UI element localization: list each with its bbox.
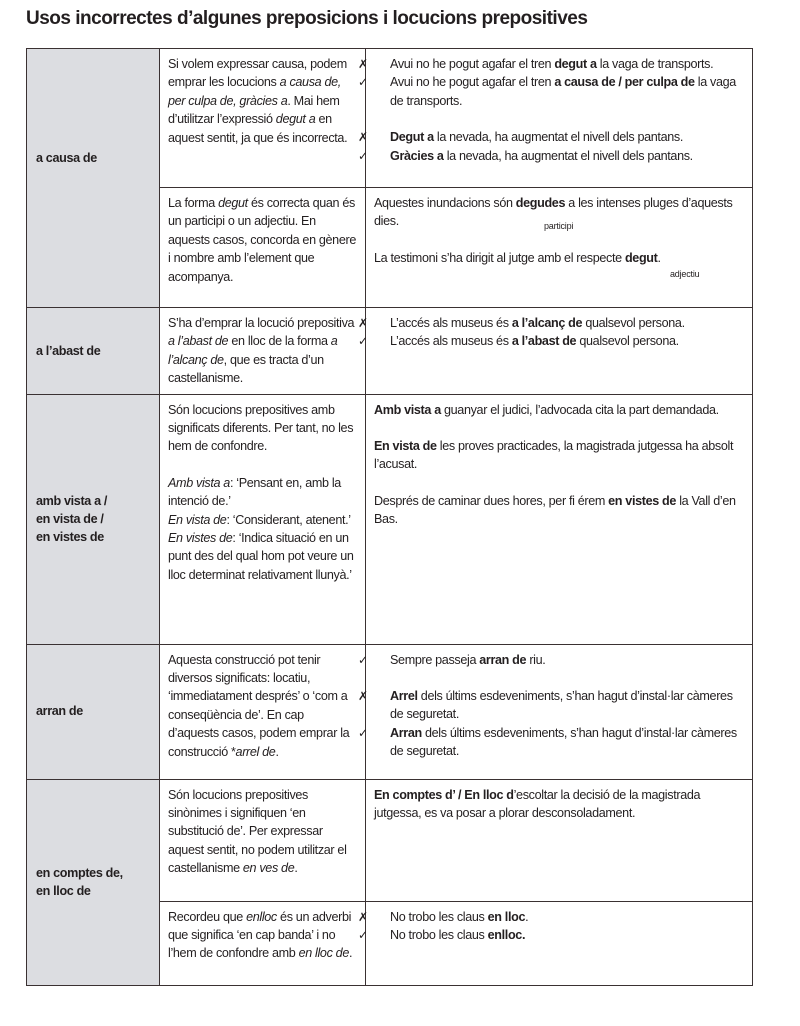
text: riu.: [526, 652, 546, 667]
example-incorrect: [358, 55, 743, 73]
text: Després de caminar dues hores, per fi érem: [374, 493, 609, 508]
table-row-a-labast-de: [27, 308, 753, 395]
italic-text: enlloc: [246, 909, 277, 924]
text: L’accés als museus és: [390, 334, 512, 349]
table-row-a-causa-de: [27, 49, 753, 188]
spacer: [374, 669, 743, 687]
prepositions-table: [26, 48, 753, 986]
bold-text: a causa de / per culpa de: [554, 75, 695, 90]
text: . Mai hem d’utilitzar l’expressió: [168, 93, 340, 127]
text: a les intenses pluges d’aquests dies.: [374, 196, 733, 229]
example-correct: [358, 926, 743, 944]
example: [374, 249, 743, 267]
text: .: [657, 250, 661, 265]
examples-cell: [358, 644, 753, 779]
example: [374, 492, 743, 529]
spacer: [374, 474, 743, 492]
bold-text: En vista de: [374, 439, 437, 454]
italic-text: degut: [218, 196, 248, 210]
check-icon: ✓: [358, 928, 368, 943]
term-label: en vista de /: [36, 511, 104, 526]
spacer: [168, 456, 356, 474]
italic-text: a l’alcanç de: [168, 334, 338, 367]
bold-text: degut: [624, 250, 658, 265]
definition: [168, 511, 356, 529]
example-incorrect: [358, 128, 743, 146]
italic-text: a causa de, per culpa de, gràcies a: [168, 75, 341, 108]
check-icon: ✓: [358, 334, 368, 349]
cross-icon: ✗: [358, 57, 368, 71]
text: Aquestes inundacions són: [374, 196, 516, 210]
text: qualsevol persona.: [576, 334, 679, 349]
term-label: en vistes de: [36, 530, 104, 545]
example-incorrect: [358, 314, 743, 332]
term-label: en comptes de,: [36, 865, 123, 880]
definition: [168, 529, 356, 584]
term-label: a causa de: [36, 151, 97, 165]
text: ’escoltar la decisió de la magistrada jutgessa, es va posar a plorar desconsoladament.: [374, 787, 701, 821]
text: La forma: [168, 196, 219, 210]
text: .: [294, 861, 298, 876]
text: Si volem expressar causa, podem emprar les locucions: [168, 57, 347, 90]
example: [374, 437, 743, 474]
text: dels últims esdeveniments, s’han hagut d’instal·lar càmeres de seguretat.: [390, 725, 737, 759]
examples-cell: [358, 308, 753, 395]
term-cell: [27, 394, 160, 644]
explanation-cell: [160, 188, 366, 308]
examples-cell: [366, 188, 753, 308]
text: és correcta quan és un participi o un adjectiu. En aquests casos, concorda en gènere i nombre amb l’element que acompanya.: [168, 196, 356, 284]
text: la nevada, ha augmentat el nivell dels pantans.: [443, 148, 693, 163]
text: la Vall d’en Bas.: [374, 493, 736, 527]
check-icon: ✓: [358, 148, 368, 163]
examples-cell: [358, 49, 753, 188]
text: dels últims esdeveniments, s’han hagut d’instal·lar càmeres de seguretat.: [390, 689, 733, 722]
text: qualsevol persona.: [582, 316, 685, 330]
term-cell: [27, 779, 160, 985]
text: : ‘Pensant en, amb la intenció de.’: [168, 475, 341, 509]
text: .: [525, 909, 529, 924]
term-label: en lloc de: [36, 884, 91, 899]
text: : ‘Considerant, atenent.’: [226, 512, 351, 527]
text: L’accés als museus és: [390, 316, 512, 330]
text: No trobo les claus: [390, 909, 488, 924]
text: Avui no he pogut agafar el tren: [390, 57, 555, 71]
bold-text: a l’abast de: [511, 334, 577, 349]
text: .: [348, 946, 353, 961]
annotation-label: adjectiu: [670, 269, 700, 280]
bold-text: en vistes de: [608, 493, 677, 508]
cross-icon: ✗: [358, 689, 368, 704]
text: és un adverbi que significa ‘en cap banda’ i no l’hem de confondre amb: [168, 909, 352, 961]
text: Recordeu que: [168, 909, 247, 924]
spacer: [374, 419, 743, 437]
bold-text: en lloc: [487, 909, 526, 924]
text: Aquesta construcció pot tenir diversos significats: locatiu, ‘immediatament després’ o ‘com a conseqüència de’. En cap d’aquests casos, podem emprar la construcció *: [168, 652, 350, 759]
bold-text: Gràcies a: [390, 148, 444, 163]
italic-text: en lloc de: [298, 946, 349, 961]
text: en lloc de la forma: [228, 334, 331, 349]
check-icon: ✓: [358, 652, 368, 667]
italic-text: degut a: [275, 112, 316, 127]
bold-text: Amb vista a: [374, 402, 441, 417]
example-incorrect: [358, 687, 743, 724]
italic-text: Amb vista a: [168, 475, 230, 490]
text: Són locucions prepositives amb significats diferents. Per tant, no les hem de confondre.: [168, 402, 354, 454]
text: Són locucions prepositives sinònimes i signifiquen ‘en substitució de’. Per expressar aquest sentit, no podem utilitzar el castellanisme: [168, 787, 347, 876]
example-correct: [358, 332, 743, 350]
page-title: Usos incorrectes d’algunes preposicions i locucions prepositives: [26, 8, 588, 29]
annotation-label: participi: [544, 220, 574, 231]
text: : ‘Indica situació en un punt des del qual hom pot veure un lloc determinat relativament llunyà.’: [168, 531, 354, 582]
example-correct: [358, 73, 743, 110]
term-cell: [27, 644, 160, 779]
term-label: arran de: [36, 704, 83, 719]
bold-text: enlloc.: [487, 928, 526, 943]
explanation-cell: [160, 308, 366, 395]
explanation-cell: [160, 644, 366, 779]
italic-text: a l’abast de: [168, 334, 229, 349]
term-label: amb vista a /: [36, 493, 108, 508]
bold-text: arran de: [479, 652, 527, 667]
text: .: [275, 744, 279, 759]
bold-text: degudes: [515, 196, 566, 210]
bold-text: Arran: [390, 725, 422, 740]
check-icon: ✓: [358, 75, 368, 90]
italic-text: En vista de: [168, 512, 227, 527]
example-correct: [358, 651, 743, 669]
cross-icon: ✗: [358, 909, 368, 924]
text: Avui no he pogut agafar el tren: [390, 75, 555, 90]
definition: [168, 474, 356, 511]
explanation-cell: [160, 901, 366, 985]
text: No trobo les claus: [390, 928, 488, 943]
text: , que es tracta d’un castellanisme.: [168, 352, 324, 386]
spacer: [374, 110, 743, 128]
example-incorrect: [358, 908, 743, 926]
examples-cell: [366, 394, 753, 644]
example: [374, 401, 743, 419]
term-label: a l’abast de: [36, 343, 101, 358]
text: la nevada, ha augmentat el nivell dels pantans.: [433, 130, 683, 145]
bold-text: degut a: [554, 57, 597, 71]
text: la vaga de transports.: [390, 75, 736, 108]
example-correct: [358, 724, 743, 761]
check-icon: ✓: [358, 725, 368, 740]
term-cell: [27, 49, 160, 308]
italic-text: En vistes de: [168, 531, 233, 546]
example-correct: [358, 147, 743, 165]
italic-text: en ves de: [242, 861, 295, 876]
text: les proves practicades, la magistrada jutgessa ha absolt l’acusat.: [374, 439, 734, 472]
table-row-arran-de: [27, 644, 753, 779]
table-row-en-comptes-de: [27, 779, 753, 901]
explanation-cell: [160, 49, 366, 188]
text: La testimoni s’ha dirigit al jutge amb el respecte: [374, 250, 625, 265]
text: en aquest sentit, ja que és incorrecta.: [168, 112, 348, 145]
cross-icon: ✗: [358, 130, 368, 145]
term-cell: [27, 308, 160, 395]
example: [374, 786, 743, 823]
text: Sempre passeja: [390, 652, 480, 667]
bold-text: En comptes d’ / En lloc d: [374, 787, 514, 802]
text: guanyar el judici, l’advocada cita la part demandada.: [440, 402, 719, 417]
bold-text: Arrel: [390, 689, 418, 704]
italic-text: arrel de: [235, 744, 276, 759]
explanation-cell: [160, 779, 366, 901]
examples-cell: [358, 901, 753, 985]
bold-text: Degut a: [390, 130, 434, 145]
bold-text: a l’alcanç de: [511, 316, 583, 330]
cross-icon: ✗: [358, 316, 368, 330]
examples-cell: [366, 779, 753, 901]
text: la vaga de transports.: [596, 57, 714, 71]
table-row-amb-vista-a: [27, 394, 753, 644]
text: S’ha d’emprar la locució prepositiva: [168, 316, 355, 330]
explanation-cell: [160, 394, 366, 644]
